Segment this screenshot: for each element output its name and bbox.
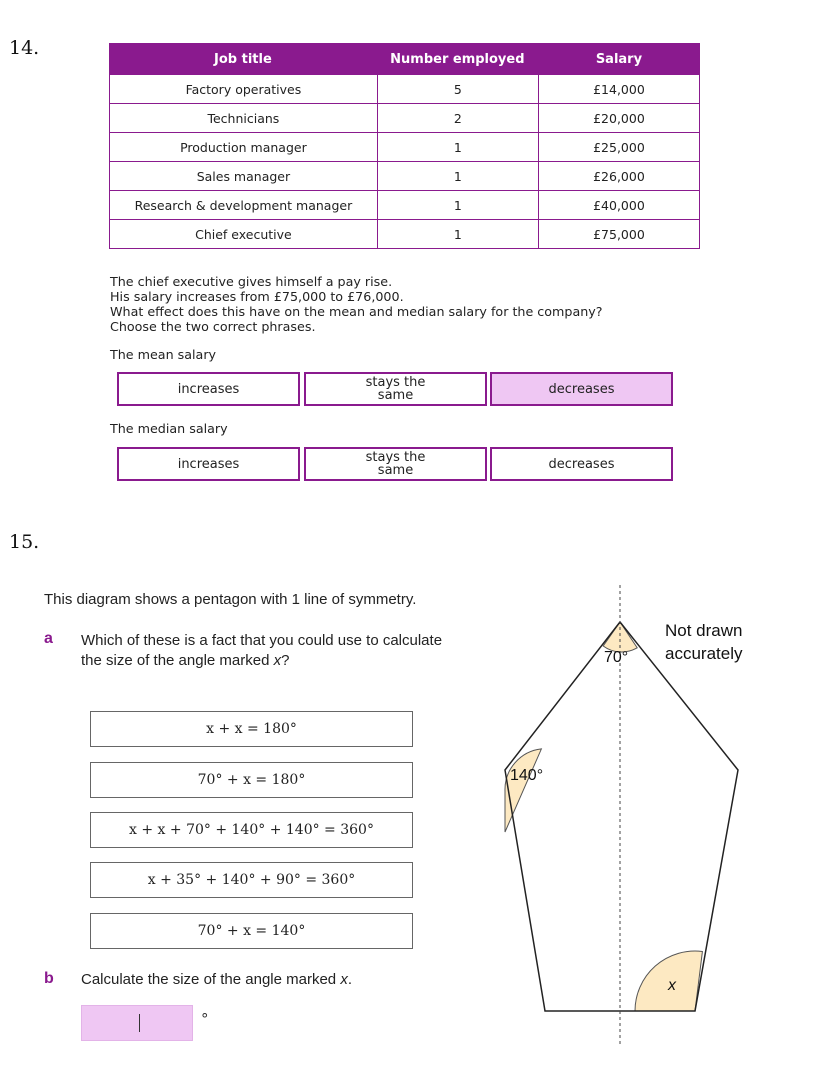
- header-number-employed: Number employed: [377, 43, 538, 75]
- fact-option-1[interactable]: x + x = 180°: [90, 711, 413, 747]
- cell-job-title: Factory operatives: [109, 75, 377, 104]
- median-salary-label: The median salary: [110, 421, 228, 436]
- pentagon-outline: [505, 622, 738, 1011]
- header-salary: Salary: [538, 43, 700, 75]
- cell-job-title: Sales manager: [109, 162, 377, 191]
- angle-sector-left: [505, 749, 544, 832]
- prompt-line: His salary increases from £75,000 to £76,000.: [110, 289, 404, 304]
- cell-salary: £14,000: [538, 75, 700, 104]
- option-label: increases: [177, 456, 240, 472]
- option-label: stays the same: [365, 450, 426, 478]
- option-label: stays the same: [365, 375, 426, 403]
- prompt-line: The chief executive gives himself a pay rise.: [110, 274, 393, 289]
- cell-salary: £25,000: [538, 133, 700, 162]
- cell-number: 1: [377, 133, 538, 162]
- header-job-title: Job title: [109, 43, 377, 75]
- question-14-number: 14.: [9, 37, 40, 59]
- fact-option-4[interactable]: x + 35° + 140° + 90° = 360°: [90, 862, 413, 898]
- prompt-line: Choose the two correct phrases.: [110, 319, 316, 334]
- fact-option-5[interactable]: 70° + x = 140°: [90, 913, 413, 949]
- note-line: Not drawn: [665, 621, 743, 640]
- fact-option-3[interactable]: x + x + 70° + 140° + 140° = 360°: [90, 812, 413, 848]
- cell-number: 2: [377, 104, 538, 133]
- part-a-label: a: [44, 630, 53, 647]
- prompt-line: What effect does this have on the mean and median salary for the company?: [110, 304, 603, 319]
- note-line: accurately: [665, 644, 743, 663]
- angle-label-left: 140°: [510, 767, 544, 784]
- part-a-line: the size of the angle marked x?: [81, 652, 290, 669]
- cell-job-title: Technicians: [109, 104, 377, 133]
- angle-label-top: 70°: [604, 649, 629, 666]
- part-b-question: Calculate the size of the angle marked x.: [81, 971, 352, 988]
- cell-job-title: Research & development manager: [109, 191, 377, 220]
- question-15-intro: This diagram shows a pentagon with 1 line of symmetry.: [44, 591, 417, 608]
- fact-option-2[interactable]: 70° + x = 180°: [90, 762, 413, 798]
- variable-x: x: [273, 652, 282, 669]
- cell-salary: £75,000: [538, 220, 700, 249]
- cell-number: 1: [377, 162, 538, 191]
- cell-number: 5: [377, 75, 538, 104]
- degree-symbol: °: [201, 1010, 209, 1028]
- option-label: decreases: [548, 456, 615, 472]
- option-label: decreases: [548, 381, 615, 397]
- cell-salary: £40,000: [538, 191, 700, 220]
- question-15-number: 15.: [9, 531, 40, 553]
- part-b-label: b: [44, 970, 54, 987]
- cell-salary: £26,000: [538, 162, 700, 191]
- cell-number: 1: [377, 191, 538, 220]
- angle-label-x: x: [668, 977, 676, 994]
- not-drawn-accurately-note: [665, 619, 742, 665]
- cell-job-title: Production manager: [109, 133, 377, 162]
- mean-salary-label: The mean salary: [110, 347, 217, 362]
- part-a-line: Which of these is a fact that you could use to calculate: [81, 632, 443, 649]
- option-label: increases: [177, 381, 240, 397]
- cell-number: 1: [377, 220, 538, 249]
- cell-job-title: Chief executive: [109, 220, 377, 249]
- variable-x: x: [340, 971, 348, 988]
- cell-salary: £20,000: [538, 104, 700, 133]
